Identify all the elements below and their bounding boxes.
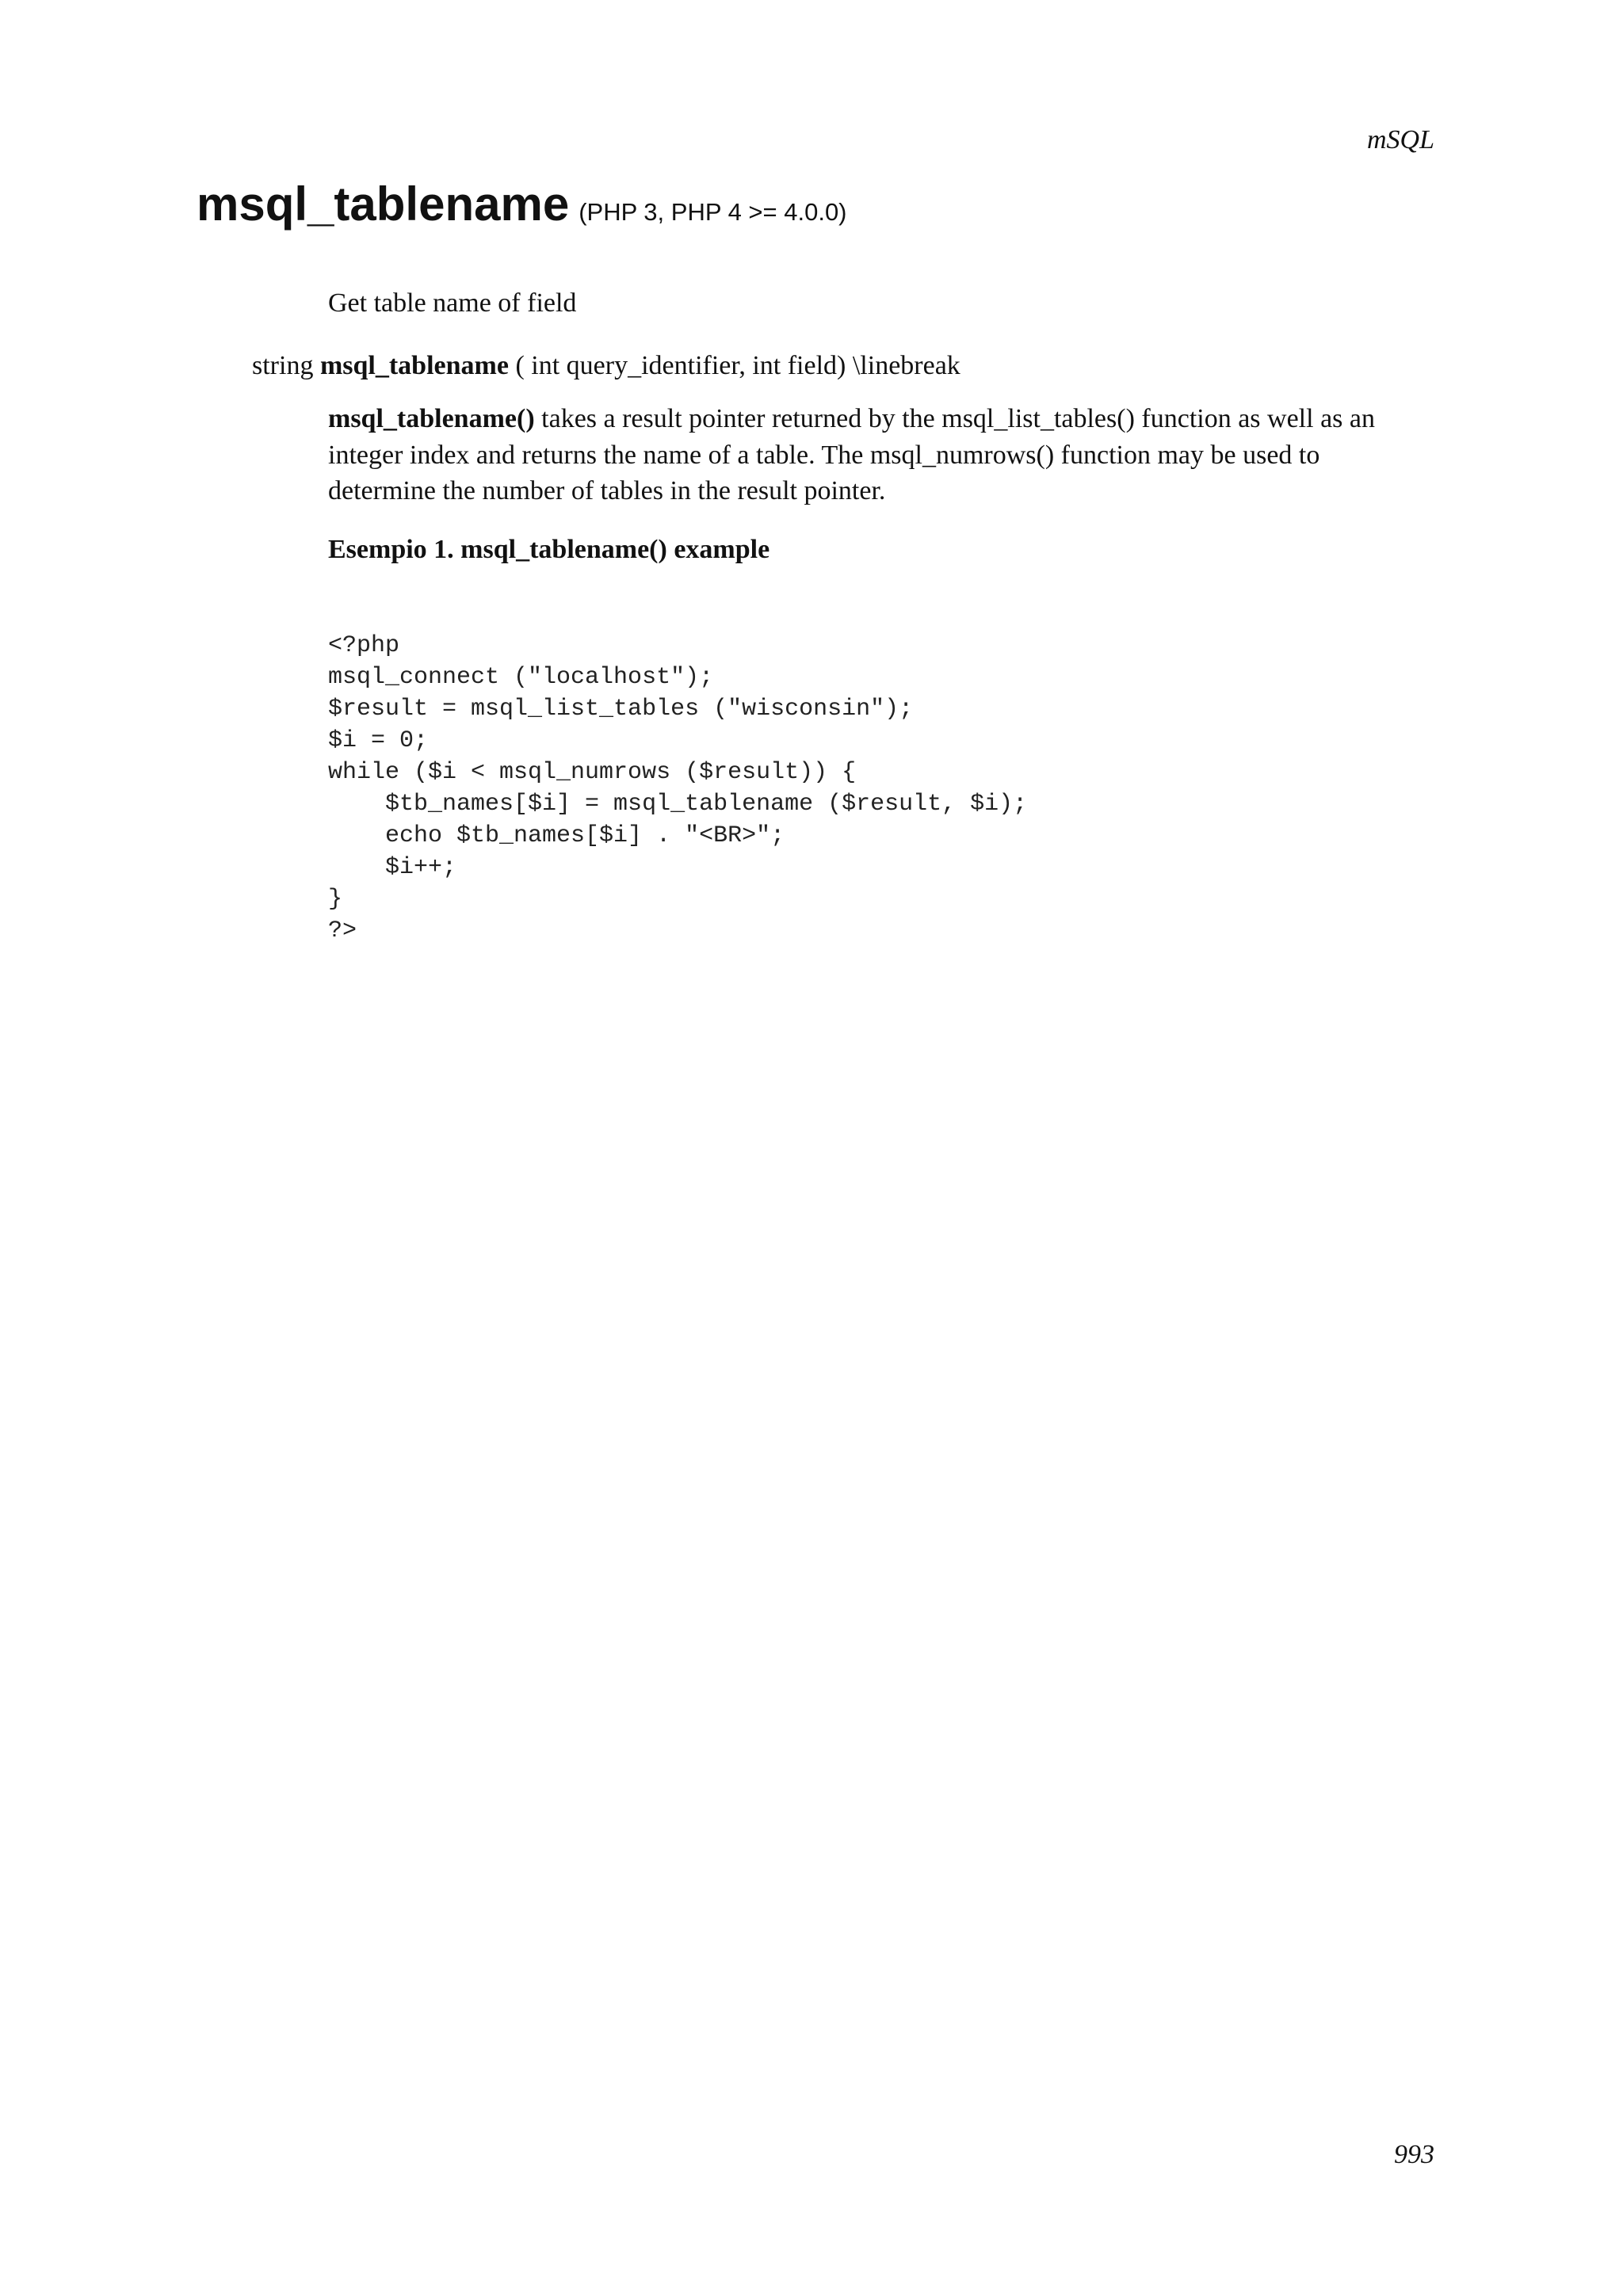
version-note: (PHP 3, PHP 4 >= 4.0.0)	[579, 198, 847, 226]
code-line: ?>	[328, 917, 357, 944]
code-line: while ($i < msql_numrows ($result)) {	[328, 759, 857, 786]
code-line: echo $tb_names[$i] . "<BR>";	[328, 822, 785, 849]
function-purpose: Get table name of field	[328, 288, 577, 318]
page-number: 993	[1394, 2140, 1434, 2169]
code-line: $i = 0;	[328, 727, 429, 754]
running-header: mSQL	[1366, 125, 1434, 154]
code-line: $tb_names[$i] = msql_tablename ($result, $i);	[328, 791, 1028, 818]
code-line: <?php	[328, 632, 400, 659]
function-heading	[197, 177, 847, 231]
synopsis-parameters: ( int query_identifier, int field) \linebreak	[515, 351, 960, 380]
description-function-reference: msql_tablename()	[328, 404, 535, 433]
function-title: msql_tablename	[197, 177, 570, 231]
function-synopsis	[252, 350, 960, 383]
code-example	[328, 630, 1027, 947]
description-text: takes a result pointer returned by the msql_list_tables() function as well as an integer index and returns the name of a table. The msql_numrows() function may be used to determine the number of tables in the result pointer.	[328, 404, 1375, 506]
synopsis-function-name: msql_tablename	[319, 351, 509, 380]
code-line: $result = msql_list_tables ("wisconsin");	[328, 696, 914, 723]
code-line: }	[328, 886, 343, 913]
code-line: $i++;	[328, 854, 457, 881]
example-title: Esempio 1. msql_tablename() example	[328, 535, 770, 564]
code-line: msql_connect ("localhost");	[328, 664, 714, 691]
function-description	[328, 401, 1430, 509]
return-type: string	[252, 351, 314, 380]
